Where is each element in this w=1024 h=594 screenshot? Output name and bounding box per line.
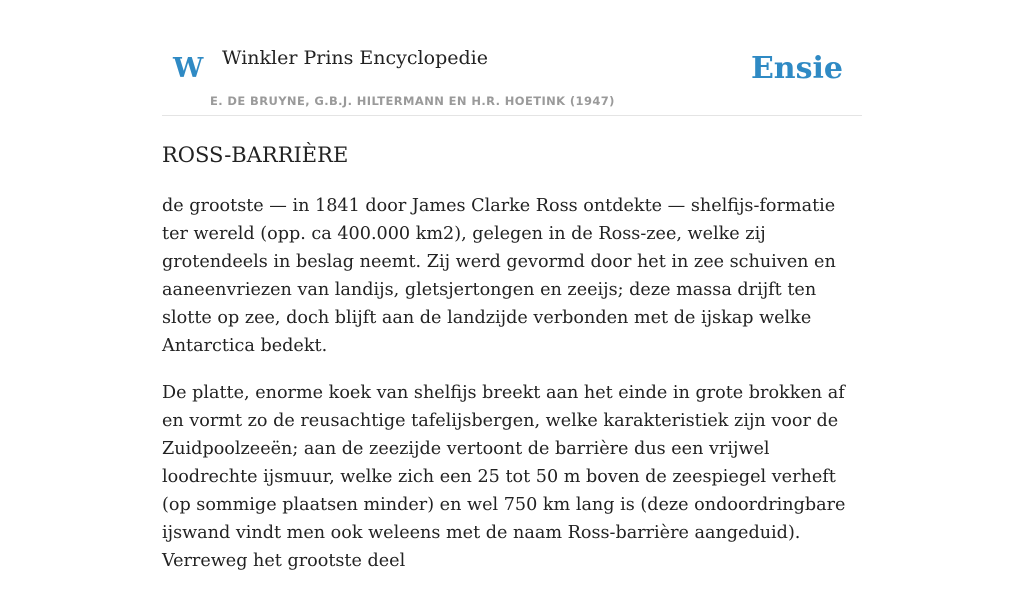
source-title[interactable]: Winkler Prins Encyclopedie <box>222 47 488 69</box>
body-paragraph: de grootste — in 1841 door James Clarke Ross ontdekte — shelfijs-formatie ter wereld (opp. ca 400.000 km2), gelegen in de Ross-zee, welke zij grotendeels in beslag neemt. Zij werd gevormd door het in zee schuiven en aaneenvriezen van landijs, gletsjertongen en zeeijs; deze massa drijft ten slotte op zee, doch blijft aan de landzijde verbonden met de ijskap welke Antarctica bedekt. <box>162 196 836 356</box>
entry-title: ROSS-BARRIÈRE <box>162 143 349 167</box>
body-paragraph: De platte, enorme koek van shelfijs breekt aan het einde in grote brokken af en vormt zo de reusachtige tafelijsbergen, welke karakteristiek zijn voor de Zuidpoolzeeën; aan de zeezijde vertoont de barrière dus een vrijwel loodrechte ijsmuur, welke zich een 25 tot 50 m boven de zeespiegel verheft (op sommige plaatsen minder) en wel 750 km lang is (deze ondoordringbare ijswand vindt men ook weleens met de naam Ross-barrière aangeduid). Verreweg het grootste deel <box>162 383 846 571</box>
brand-logo[interactable]: Ensie <box>750 51 843 86</box>
source-header <box>162 0 862 116</box>
source-logo[interactable]: W <box>173 53 204 84</box>
content-container <box>162 0 862 571</box>
entry-body <box>162 192 862 594</box>
source-authors: E. DE BRUYNE, G.B.J. HILTERMANN EN H.R. HOETINK (1947) <box>210 94 615 108</box>
